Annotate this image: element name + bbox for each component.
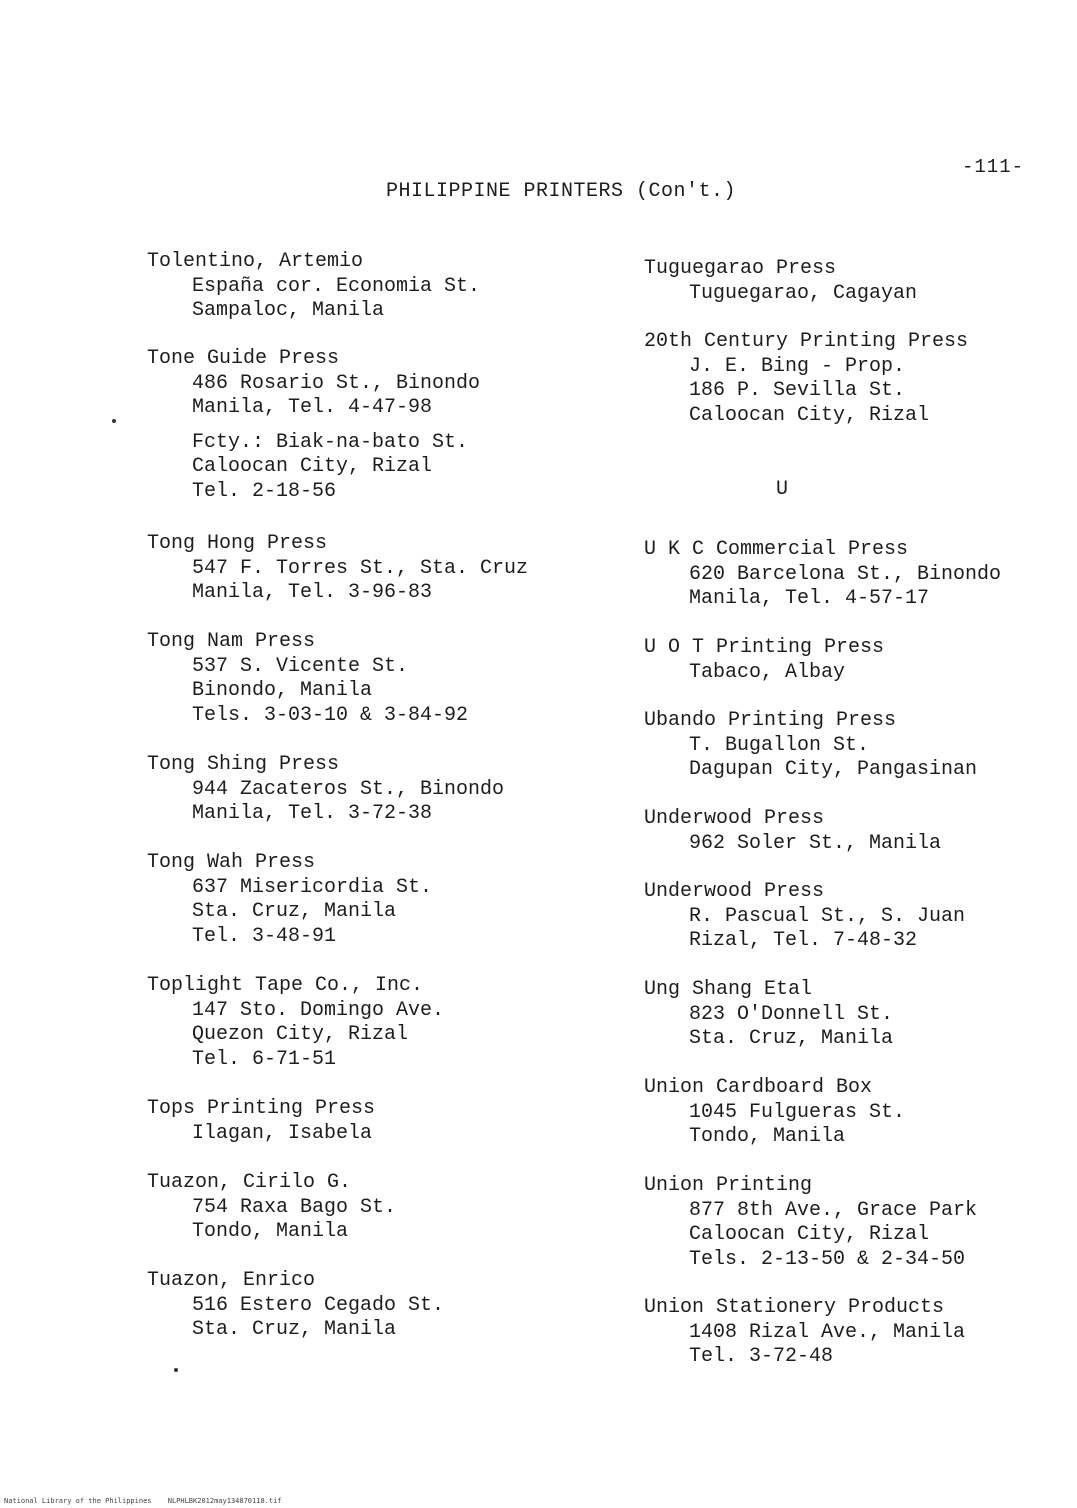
entry-line: 516 Estero Cegado St.	[192, 1293, 445, 1317]
entry-line: Caloocan City, Rizal	[689, 403, 930, 427]
entry-name: Toplight Tape Co., Inc.	[147, 974, 424, 997]
scan-speck	[174, 1368, 178, 1372]
list-item	[147, 250, 480, 324]
entry-name: Ubando Printing Press	[644, 709, 897, 732]
entry-line: Manila, Tel. 3-96-83	[192, 581, 433, 604]
entry-line: Rizal, Tel. 7-48-32	[689, 929, 918, 952]
entry-name: Tong Wah Press	[147, 851, 316, 874]
list-item	[644, 330, 968, 428]
list-item	[147, 1097, 375, 1146]
entry-name: U K C Commercial Press	[644, 538, 909, 561]
page-title: PHILIPPINE PRINTERS (Con't.)	[386, 180, 737, 203]
entry-line: Tels. 2-13-50 & 2-34-50	[689, 1247, 966, 1271]
entry-name: Tuazon, Cirilo G.	[147, 1171, 352, 1194]
entry-name: Tuazon, Enrico	[147, 1269, 316, 1292]
factory-line: Tel. 2-18-56	[192, 479, 337, 503]
entry-name: Tuguegarao Press	[644, 257, 837, 280]
list-item	[644, 257, 917, 306]
entry-line: R. Pascual St., S. Juan	[689, 904, 966, 928]
entry-line: Tondo, Manila	[192, 1220, 349, 1243]
entry-line: Tondo, Manila	[689, 1125, 846, 1148]
list-item	[147, 1269, 444, 1343]
entry-line: 877 8th Ave., Grace Park	[689, 1198, 978, 1222]
entry-line: T. Bugallon St.	[689, 733, 870, 757]
entry-name: Union Printing	[644, 1174, 813, 1197]
entry-line: 547 F. Torres St., Sta. Cruz	[192, 556, 529, 580]
entry-line: Manila, Tel. 3-72-38	[192, 802, 433, 825]
entry-line: Manila, Tel. 4-57-17	[689, 587, 930, 610]
factory-line: Fcty.: Biak-na-bato St.	[192, 430, 469, 454]
entry-name: Tong Hong Press	[147, 532, 328, 555]
list-item	[644, 880, 965, 954]
section-letter: U	[776, 478, 789, 501]
list-item	[147, 532, 528, 606]
list-item	[644, 636, 884, 685]
entry-line: Tel. 3-48-91	[192, 924, 337, 948]
entry-line: Tel. 3-72-48	[689, 1345, 834, 1368]
factory-line: Caloocan City, Rizal	[192, 455, 433, 478]
entry-line: Manila, Tel. 4-47-98	[192, 396, 433, 419]
entry-name: Tong Shing Press	[147, 753, 340, 776]
entry-line: Tels. 3-03-10 & 3-84-92	[192, 703, 469, 727]
entry-name: Tong Nam Press	[147, 630, 316, 653]
entry-line: Ilagan, Isabela	[192, 1121, 373, 1145]
entry-line: España cor. Economia St.	[192, 274, 481, 298]
entry-line: Quezon City, Rizal	[192, 1023, 409, 1046]
entry-line: Tabaco, Albay	[689, 660, 846, 684]
entry-name: Ung Shang Etal	[644, 978, 813, 1001]
entry-name: Underwood Press	[644, 807, 825, 830]
list-item	[644, 978, 893, 1052]
entry-line: 186 P. Sevilla St.	[689, 379, 906, 402]
entry-line: 823 O'Donnell St.	[689, 1002, 894, 1026]
entry-name: Union Stationery Products	[644, 1296, 945, 1319]
entry-line: Sampaloc, Manila	[192, 299, 385, 322]
page-number: -111-	[962, 156, 1025, 178]
scan-speck	[112, 419, 116, 423]
entry-name: Union Cardboard Box	[644, 1076, 873, 1099]
footer-file-id: NLPHLBK2012may134870118.tif	[167, 1497, 282, 1505]
entry-line: Sta. Cruz, Manila	[192, 900, 397, 923]
entry-line: Tel. 6-71-51	[192, 1047, 337, 1071]
footer-library: National Library of the Philippines	[4, 1497, 152, 1505]
entry-line: 147 Sto. Domingo Ave.	[192, 998, 445, 1022]
list-item	[644, 1296, 965, 1370]
entry-line: 944 Zacateros St., Binondo	[192, 777, 505, 801]
list-item	[644, 538, 1001, 612]
entry-line: 1045 Fulgueras St.	[689, 1100, 906, 1124]
entry-name: Tone Guide Press	[147, 347, 340, 370]
list-item	[147, 1171, 396, 1245]
entry-line: 754 Raxa Bago St.	[192, 1195, 397, 1219]
entry-line: Caloocan City, Rizal	[689, 1223, 930, 1246]
list-item	[147, 851, 432, 949]
list-item	[644, 807, 941, 856]
list-item	[644, 1174, 977, 1272]
list-item	[147, 347, 480, 504]
list-item	[147, 974, 444, 1072]
entry-name: 20th Century Printing Press	[644, 330, 969, 353]
entry-line: 1408 Rizal Ave., Manila	[689, 1320, 966, 1344]
entry-name: U O T Printing Press	[644, 636, 885, 659]
list-item	[147, 753, 504, 827]
entry-line: 486 Rosario St., Binondo	[192, 371, 481, 395]
entry-name: Tops Printing Press	[147, 1097, 376, 1120]
list-item	[644, 1076, 905, 1150]
footer	[4, 1497, 294, 1505]
list-item	[644, 709, 977, 783]
entry-line: Binondo, Manila	[192, 679, 373, 702]
entry-line: 537 S. Vicente St.	[192, 654, 409, 678]
entry-line: Tuguegarao, Cagayan	[689, 281, 918, 305]
entry-name: Tolentino, Artemio	[147, 250, 364, 273]
list-item	[147, 630, 468, 728]
entry-name: Underwood Press	[644, 880, 825, 903]
entry-line: Dagupan City, Pangasinan	[689, 758, 978, 781]
entry-line: 637 Misericordia St.	[192, 875, 433, 899]
entry-line: 620 Barcelona St., Binondo	[689, 562, 1002, 586]
entry-line: J. E. Bing - Prop.	[689, 354, 906, 378]
entry-line: Sta. Cruz, Manila	[689, 1027, 894, 1050]
entry-line: 962 Soler St., Manila	[689, 831, 942, 855]
entry-line: Sta. Cruz, Manila	[192, 1318, 397, 1341]
